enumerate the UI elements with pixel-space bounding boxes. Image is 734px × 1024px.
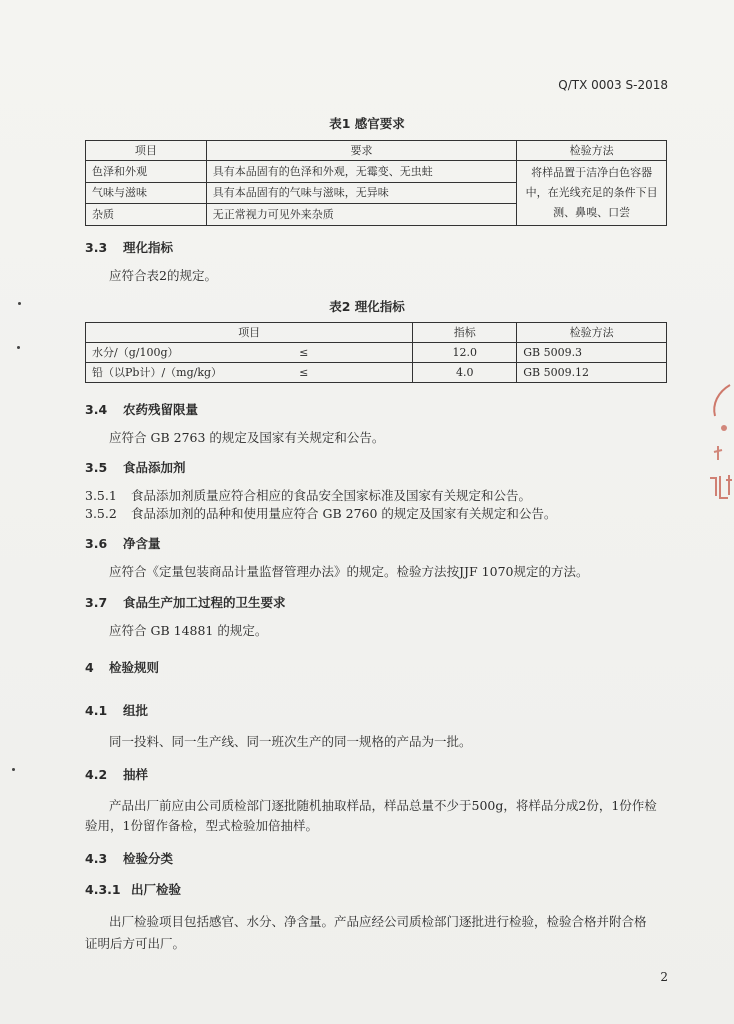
column-header: 项目 [86, 323, 413, 343]
table-cell: GB 5009.12 [517, 363, 667, 383]
column-header: 检验方法 [517, 141, 667, 161]
paragraph: 应符合 GB 14881 的规定。 [109, 623, 268, 638]
table-cell: 无正常视力可见外来杂质 [206, 204, 516, 226]
paragraph: 应符合《定量包装商品计量监督管理办法》的规定。检验方法按JJF 1070规定的方法。 [109, 564, 589, 579]
paragraph-line: 验用，1份留作备检，型式检验加倍抽样。 [85, 818, 318, 833]
table-cell: 杂质 [86, 204, 207, 226]
table-cell: 12.0 [413, 343, 517, 363]
column-header: 项目 [86, 141, 207, 161]
inspection-method-cell: 将样品置于洁净白色容器中，在光线充足的条件下目测、鼻嗅、口尝 [517, 161, 667, 226]
section-heading-4-3: 4.3 检验分类 [85, 851, 174, 866]
table-cell: 气味与滋味 [86, 182, 207, 204]
section-heading-3-7: 3.7 食品生产加工过程的卫生要求 [85, 595, 286, 610]
scan-speck [12, 768, 15, 771]
table-row [86, 363, 667, 383]
table1-sensory [85, 140, 667, 226]
subclause-3-5-2: 3.5.2 食品添加剂的品种和使用量应符合 GB 2760 的规定及国家有关规定和公告。 [85, 506, 557, 521]
section-heading-3-3: 3.3 理化指标 [85, 240, 174, 255]
table-cell: 水分/（g/100g） [86, 343, 294, 363]
paragraph: 应符合 GB 2763 的规定及国家有关规定和公告。 [109, 430, 385, 445]
table2-physicochemical [85, 322, 667, 383]
red-seal-stamp [700, 380, 734, 530]
table-header-row [86, 141, 667, 161]
comparison-symbol: ≤ [293, 363, 413, 383]
section-heading-3-4: 3.4 农药残留限量 [85, 402, 199, 417]
table-row [86, 161, 667, 183]
section-heading-4-2: 4.2 抽样 [85, 767, 149, 782]
section-heading-4-3-1: 4.3.1 出厂检验 [85, 882, 182, 897]
comparison-symbol: ≤ [293, 343, 413, 363]
column-header: 检验方法 [517, 323, 667, 343]
section-heading-4-1: 4.1 组批 [85, 703, 149, 718]
scan-speck [17, 346, 20, 349]
section-heading-3-5: 3.5 食品添加剂 [85, 460, 186, 475]
paragraph-line: 出厂检验项目包括感官、水分、净含量。产品应经公司质检部门逐批进行检验，检验合格并附合格 [109, 914, 647, 929]
standard-number: Q/TX 0003 S-2018 [558, 78, 668, 92]
table-header-row [86, 323, 667, 343]
chapter-heading-4: 4 检验规则 [85, 660, 160, 675]
paragraph: 同一投料、同一生产线、同一班次生产的同一规格的产品为一批。 [109, 734, 472, 749]
table2-caption: 表2 理化指标 [329, 299, 405, 314]
table-cell: GB 5009.3 [517, 343, 667, 363]
column-header: 指标 [413, 323, 517, 343]
scan-speck [18, 302, 21, 305]
table-cell: 具有本品固有的色泽和外观，无霉变、无虫蛀 [206, 161, 516, 183]
paragraph: 应符合表2的规定。 [109, 268, 217, 283]
paragraph-line: 产品出厂前应由公司质检部门逐批随机抽取样品，样品总量不少于500g，将样品分成2份，1份作检 [109, 798, 657, 813]
table-cell: 4.0 [413, 363, 517, 383]
table-cell: 具有本品固有的气味与滋味，无异味 [206, 182, 516, 204]
subclause-3-5-1: 3.5.1 食品添加剂质量应符合相应的食品安全国家标准及国家有关规定和公告。 [85, 488, 532, 503]
paragraph-line: 证明后方可出厂。 [85, 936, 186, 951]
table1-caption: 表1 感官要求 [329, 116, 405, 131]
table-cell: 色泽和外观 [86, 161, 207, 183]
table-row [86, 343, 667, 363]
table-cell: 铅（以Pb计）/（mg/kg） [86, 363, 294, 383]
column-header: 要求 [206, 141, 516, 161]
section-heading-3-6: 3.6 净含量 [85, 536, 161, 551]
page-number: 2 [660, 970, 668, 984]
